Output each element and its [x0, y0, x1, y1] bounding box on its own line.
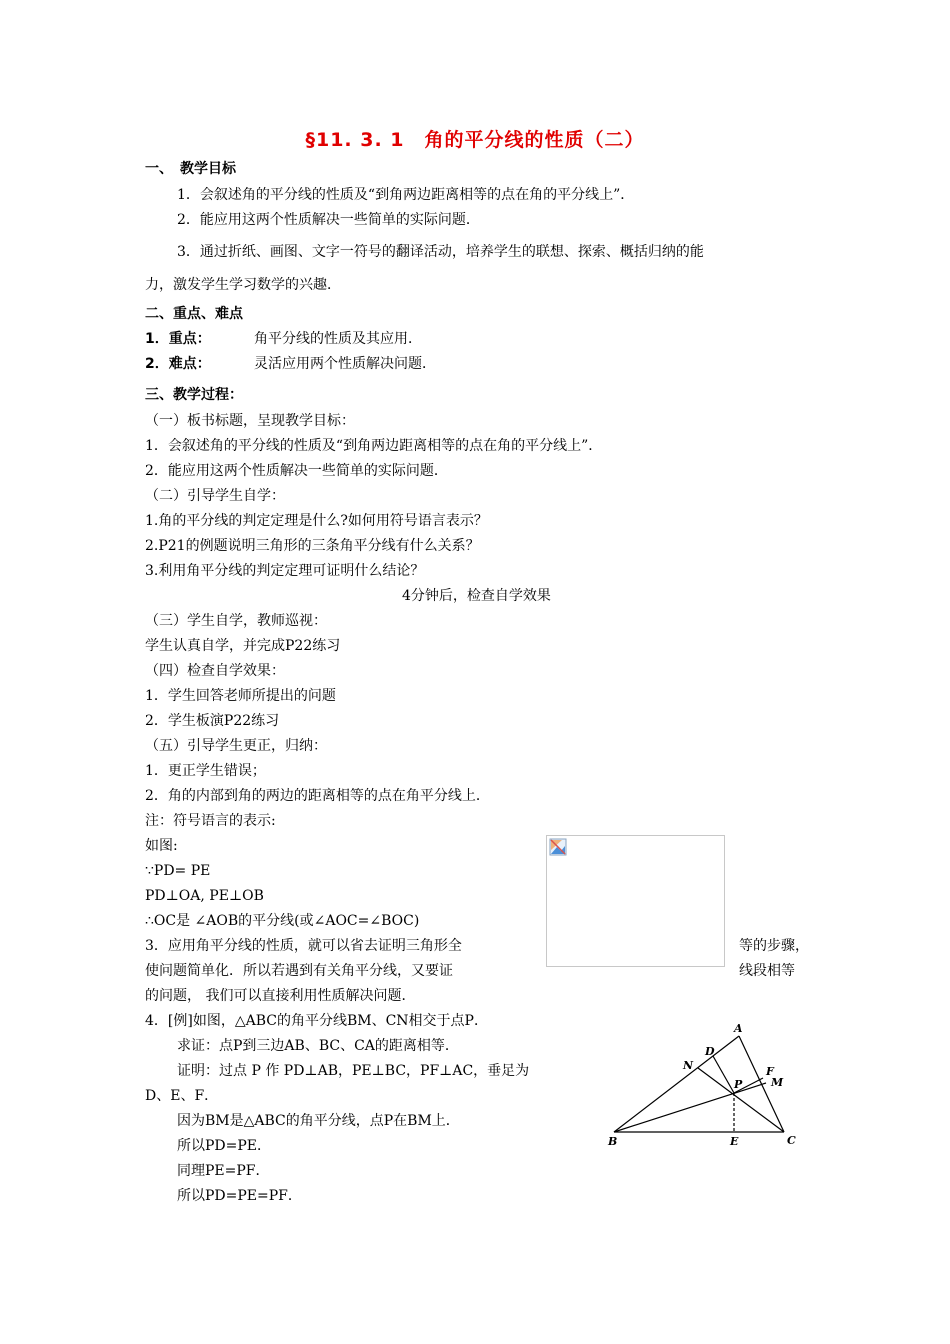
process-line: 的问题， 我们可以直接利用性质解决问题．: [145, 988, 416, 1004]
proof-line: 因为BM是△ABC的角平分线，点P在BM上．: [177, 1113, 460, 1129]
proof-line: 证明：过点 P 作 PD⊥AB，PE⊥BC，PF⊥AC，垂足为: [177, 1063, 530, 1079]
process-line: （五）引导学生更正，归纳：: [145, 738, 327, 754]
goal-item-2: 2．能应用这两个性质解决一些简单的实际问题．: [177, 212, 480, 228]
proof-line: 同理PE=PF．: [177, 1163, 270, 1179]
example-heading: 4．[例]如图，△ABC的角平分线BM、CN相交于点P．: [145, 1013, 488, 1029]
label-f: F: [766, 1065, 774, 1078]
process-line: 1．会叙述角的平分线的性质及“到角两边距离相等的点在角的平分线上”．: [145, 438, 603, 454]
section-3-heading: 三、教学过程：: [145, 387, 243, 403]
process-line: 注：符号语言的表示:: [145, 813, 276, 829]
page-title: §11. 3. 1 角的平分线的性质（二）: [305, 129, 645, 151]
process-line: （一）板书标题，呈现教学目标：: [145, 413, 355, 429]
section-2-heading: 二、重点、难点: [145, 306, 243, 322]
example-prove: 求证：点P到三边AB、BC、CA的距离相等．: [177, 1038, 459, 1054]
process-line: （三）学生自学，教师巡视：: [145, 613, 327, 629]
goal-item-3-cont: 力，激发学生学习数学的兴趣．: [145, 277, 341, 293]
process-line: 1．学生回答老师所提出的问题: [145, 688, 336, 704]
process-line: ∴OC是 ∠AOB的平分线(或∠AOC=∠BOC): [145, 913, 420, 929]
proof-line: 所以PD=PE=PF．: [177, 1188, 302, 1204]
proof-line: D、E、F．: [145, 1088, 219, 1104]
difficult-point-text: 灵活应用两个性质解决问题．: [254, 356, 436, 372]
process-line: PD⊥OA, PE⊥OB: [145, 888, 264, 904]
process-line: 2．能应用这两个性质解决一些简单的实际问题．: [145, 463, 448, 479]
label-m: M: [771, 1076, 784, 1089]
label-d: D: [705, 1045, 715, 1058]
process-line: 1.角的平分线的判定定理是什么?如何用符号语言表示？: [145, 513, 488, 529]
process-line: 3．应用角平分线的性质，就可以省去证明三角形全: [145, 938, 462, 954]
process-line: （四）检查自学效果：: [145, 663, 285, 679]
process-line: 学生认真自学，并完成P22练习: [145, 638, 341, 654]
label-b: B: [608, 1135, 618, 1148]
process-line: （二）引导学生自学：: [145, 488, 285, 504]
process-line: 2.P21的例题说明三角形的三条角平分线有什么关系？: [145, 538, 480, 554]
difficult-point-label: 2．难点：: [145, 356, 211, 372]
image-placeholder: [546, 835, 725, 967]
label-e: E: [730, 1135, 739, 1148]
section-1-heading: 一、 教学目标: [145, 161, 236, 177]
label-a: A: [734, 1022, 743, 1035]
process-line: 3.利用角平分线的判定定理可证明什么结论？: [145, 563, 425, 579]
proof-line: 所以PD=PE．: [177, 1138, 272, 1154]
bisector-bm: [614, 1083, 766, 1132]
process-line: 如图:: [145, 838, 178, 854]
label-p: P: [734, 1078, 743, 1091]
goal-item-1: 1．会叙述角的平分线的性质及“到角两边距离相等的点在角的平分线上”．: [177, 187, 635, 203]
process-line: 使问题简单化．所以若遇到有关角平分线，又要证: [145, 963, 453, 979]
goal-item-3: 3．通过折纸、画图、文字一符号的翻译活动，培养学生的联想、探索、概括归纳的能: [177, 244, 704, 260]
process-line: 1．更正学生错误；: [145, 763, 266, 779]
process-line-centered: 4分钟后，检查自学效果: [402, 588, 551, 604]
broken-image-icon: [549, 838, 567, 856]
process-line-right: 线段相等: [739, 963, 795, 979]
process-line: 2．角的内部到角的两边的距离相等的点在角平分线上．: [145, 788, 490, 804]
process-line-right: 等的步骤，: [739, 938, 809, 954]
key-point-label: 1．重点：: [145, 331, 211, 347]
key-point-text: 角平分线的性质及其应用．: [254, 331, 422, 347]
triangle-abc-figure: [606, 1020, 816, 1148]
label-c: C: [787, 1134, 796, 1147]
process-line: ∵PD= PE: [145, 863, 211, 879]
process-line: 2．学生板演P22练习: [145, 713, 280, 729]
label-n: N: [683, 1059, 694, 1072]
